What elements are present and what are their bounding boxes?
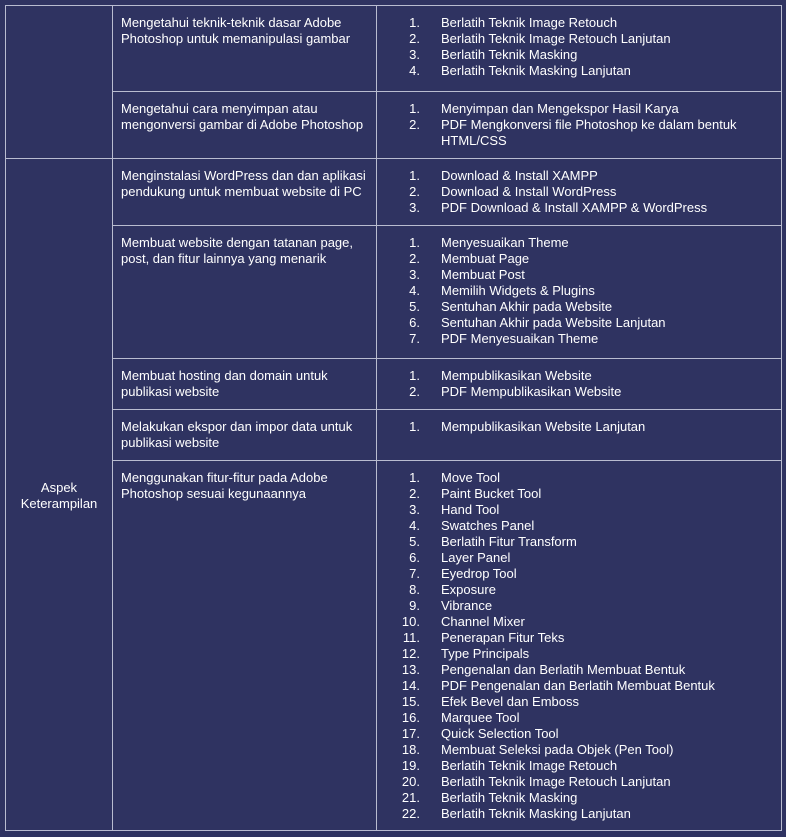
list-item: 16. Marquee Tool [401,710,520,725]
list-item: 9. Vibrance [409,598,493,613]
goal-text: Mengetahui teknik-teknik dasar Adobe Photoshop untuk memanipulasi gambar [121,15,351,46]
list-item: 8. Exposure [409,582,496,597]
list-item: 2. Download & Install WordPress [409,184,617,199]
items-cell [377,92,782,159]
list-item: 2. Paint Bucket Tool [409,486,542,501]
goal-text: Mengetahui cara menyimpan atau mengonversi gambar di Adobe Photoshop [121,101,364,132]
goal-text: Melakukan ekspor dan impor data untuk publikasi website [121,419,353,450]
table-row [6,461,782,831]
items-cell [377,6,782,92]
list-item: 3. Berlatih Teknik Masking [409,47,578,62]
table-row [6,6,782,92]
goal-cell [113,6,377,92]
goal-cell [113,410,377,461]
list-item: 3. PDF Download & Install XAMPP & WordPress [409,200,708,215]
list-item: 1. Menyimpan dan Mengekspor Hasil Karya [409,101,679,116]
aspect-label-line2: Keterampilan [20,496,98,511]
list-item: 22. Berlatih Teknik Masking Lanjutan [401,806,631,821]
list-item: 3. Membuat Post [409,267,525,282]
list-item: 20. Berlatih Teknik Image Retouch Lanjutan [401,774,671,789]
list-item: 4. Berlatih Teknik Masking Lanjutan [409,63,631,78]
table-row [6,159,782,226]
list-item: 18. Membuat Seleksi pada Objek (Pen Tool) [401,742,674,757]
list-item: 4. Memilih Widgets & Plugins [409,283,595,298]
list-item: 17. Quick Selection Tool [401,726,559,741]
goal-text: Menggunakan fitur-fitur pada Adobe Photoshop sesuai kegunaannya [121,470,328,501]
list-item: 5. Berlatih Fitur Transform [409,534,577,549]
item-list [385,235,773,347]
list-item: 6. Layer Panel [409,550,511,565]
list-item: 15. Efek Bevel dan Emboss [401,694,580,709]
item-list [385,15,773,79]
list-item: 1. Download & Install XAMPP [409,168,598,183]
list-item: 1. Move Tool [409,470,501,485]
list-item: 2. Berlatih Teknik Image Retouch Lanjutan [409,31,671,46]
aspect-cell [6,159,113,831]
table-row [6,226,782,359]
list-item: 5. Sentuhan Akhir pada Website [409,299,613,314]
list-item: 3. Hand Tool [409,502,500,517]
aspect-cell-empty [6,6,113,159]
goal-cell [113,92,377,159]
list-item: 19. Berlatih Teknik Image Retouch [401,758,618,773]
goal-text: Membuat hosting dan domain untuk publikasi website [121,368,328,399]
list-item: 7. Eyedrop Tool [409,566,517,581]
list-item: 2. PDF Mengkonversi file Photoshop ke dalam bentuk HTML/CSS [409,117,737,148]
goal-cell [113,159,377,226]
curriculum-table [5,5,782,831]
list-item: 21. Berlatih Teknik Masking [401,790,578,805]
table-row [6,359,782,410]
goal-text: Membuat website dengan tatanan page, post, dan fitur lainnya yang menarik [121,235,354,266]
goal-cell [113,226,377,359]
list-item: 1. Mempublikasikan Website [409,368,592,383]
aspect-label-line1: Aspek [40,480,78,495]
items-cell [377,159,782,226]
item-list [385,470,773,822]
items-cell [377,226,782,359]
list-item: 14. PDF Pengenalan dan Berlatih Membuat Bentuk [401,678,715,693]
list-item: 2. Membuat Page [409,251,530,266]
goal-text: Menginstalasi WordPress dan dan aplikasi pendukung untuk membuat website di PC [121,168,366,199]
list-item: 1. Mempublikasikan Website Lanjutan [409,419,646,434]
table-row [6,92,782,159]
items-cell [377,410,782,461]
list-item: 7. PDF Menyesuaikan Theme [409,331,599,346]
list-item: 12. Type Principals [401,646,530,661]
list-item: 2. PDF Mempublikasikan Website [409,384,622,399]
list-item: 10. Channel Mixer [401,614,525,629]
list-item: 1. Berlatih Teknik Image Retouch [409,15,618,30]
item-list [385,168,773,216]
goal-cell [113,461,377,831]
list-item: 1. Menyesuaikan Theme [409,235,569,250]
list-item: 6. Sentuhan Akhir pada Website Lanjutan [409,315,666,330]
items-cell [377,461,782,831]
item-list [385,419,773,435]
item-list [385,101,773,149]
goal-cell [113,359,377,410]
item-list [385,368,773,400]
list-item: 11. Penerapan Fitur Teks [402,630,565,645]
list-item: 4. Swatches Panel [409,518,535,533]
items-cell [377,359,782,410]
list-item: 13. Pengenalan dan Berlatih Membuat Bentuk [401,662,686,677]
table-row [6,410,782,461]
